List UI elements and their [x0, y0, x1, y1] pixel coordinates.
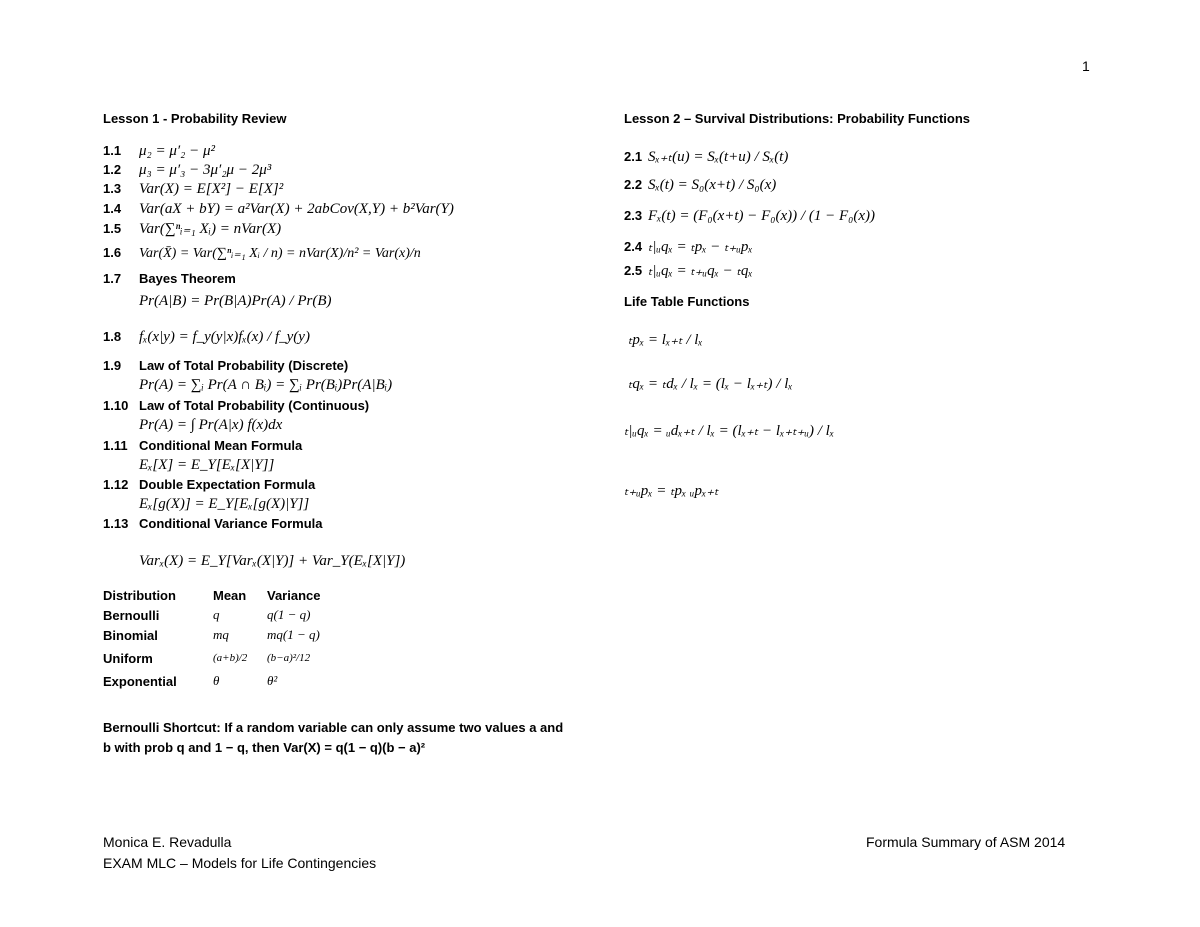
- table-cell: Bernoulli: [103, 607, 160, 623]
- formula-1-2: [103, 161, 271, 179]
- lesson-1-heading: Lesson 1 - Probability Review: [103, 111, 287, 126]
- formula-1-1: [103, 142, 215, 160]
- formula-1-8: [103, 328, 310, 346]
- footer-summary: Formula Summary of ASM 2014: [866, 834, 1066, 850]
- lesson-2-heading: Lesson 2 – Survival Distributions: Probability Functions: [624, 111, 971, 126]
- formula-label: Conditional Variance Formula: [139, 516, 323, 531]
- formula-text: Pr(A) = ∑ᵢ Pr(A ∩ Bᵢ) = ∑ᵢ Pr(Bᵢ)Pr(A|Bᵢ): [139, 377, 393, 393]
- formula-text: Pr(A) = ∫ Pr(A|x) f(x)dx: [139, 417, 283, 433]
- bernoulli-shortcut-line-2: b with prob q and 1 − q, then Var(X) = q(1 − q)(b − a)²: [103, 740, 426, 755]
- table-row: [103, 671, 321, 691]
- footer-author: Monica E. Revadulla: [103, 834, 232, 850]
- formula-1-11-eq: [103, 456, 274, 474]
- formula-2-4: [624, 237, 753, 256]
- formula-2-3: [624, 207, 875, 225]
- formula-number: 2.2: [624, 177, 643, 192]
- table-row: [103, 645, 321, 671]
- formula-number: 1.4: [103, 201, 122, 216]
- formula-number: 1.2: [103, 162, 122, 177]
- formula-number: 1.6: [103, 245, 122, 260]
- formula-1-5: [103, 219, 281, 238]
- table-cell: q(1 − q): [267, 607, 311, 622]
- formula-text: Eₓ[X] = E_Y[Eₓ[X|Y]]: [139, 457, 275, 473]
- formula-number: 1.8: [103, 329, 122, 344]
- bernoulli-shortcut-line-1: Bernoulli Shortcut: If a random variable can only assume two values a and: [103, 720, 564, 735]
- table-header: Distribution: [103, 587, 176, 603]
- formula-number: 1.3: [103, 181, 122, 196]
- table-row: [103, 605, 321, 625]
- formula-number: 1.11: [103, 438, 128, 453]
- formula-label: Law of Total Probability (Continuous): [139, 398, 370, 413]
- formula-1-13: [103, 515, 322, 533]
- formula-2-2: [624, 176, 776, 194]
- formula-text: Eₓ[g(X)] = E_Y[Eₓ[g(X)|Y]]: [139, 496, 310, 512]
- formula-1-6: [103, 244, 421, 262]
- life-formula-deferred-qx: ₜ|ᵤqₓ = ᵤdₓ₊ₜ / lₓ = (lₓ₊ₜ − lₓ₊ₜ₊ᵤ) / lₓ: [624, 423, 835, 439]
- formula-text: Sₓ(t) = S₀(x+t) / S₀(x): [648, 177, 777, 193]
- footer-exam: EXAM MLC – Models for Life Contingencies: [103, 855, 377, 871]
- table-cell: Exponential: [103, 673, 177, 689]
- conditional-variance-formula: Varₓ(X) = E_Y[Varₓ(X|Y)] + Var_Y(Eₓ[X|Y]): [139, 553, 406, 569]
- formula-number: 1.9: [103, 358, 122, 373]
- table-cell: (b−a)²/12: [267, 652, 311, 664]
- life-table-heading: Life Table Functions: [624, 294, 750, 309]
- table-cell: Uniform: [103, 650, 153, 666]
- formula-text: Fₓ(t) = (F₀(x+t) − F₀(x)) / (1 − F₀(x)): [648, 208, 875, 224]
- formula-1-11: [103, 437, 302, 455]
- distribution-table: [103, 585, 321, 691]
- formula-number: 1.5: [103, 221, 122, 236]
- formula-text: Var(aX + bY) = a²Var(X) + 2abCov(X,Y) + b²Var(Y): [139, 201, 454, 217]
- table-header: Variance: [267, 587, 321, 603]
- formula-text: Sₓ₊ₜ(u) = Sₓ(t+u) / Sₓ(t): [648, 149, 789, 165]
- formula-text: Var(∑ⁿᵢ₌₁ Xᵢ) = nVar(X): [139, 221, 282, 237]
- table-cell: θ²: [267, 673, 278, 688]
- formula-1-3: [103, 180, 283, 198]
- formula-1-9: [103, 357, 348, 375]
- formula-text: μ₂ = μ′₂ − μ²: [139, 143, 216, 159]
- table-cell: mq(1 − q): [267, 627, 320, 642]
- formula-label: Conditional Mean Formula: [139, 438, 303, 453]
- formula-1-7: [103, 270, 236, 288]
- formula-number: 2.4: [624, 239, 643, 254]
- formula-1-10-eq: [103, 416, 282, 434]
- formula-label: Bayes Theorem: [139, 271, 236, 286]
- formula-text: fₓ(x|y) = f_y(y|x)fₓ(x) / f_y(y): [139, 329, 310, 345]
- formula-number: 1.7: [103, 271, 122, 286]
- formula-label: Law of Total Probability (Discrete): [139, 358, 349, 373]
- formula-text: Pr(A|B) = Pr(B|A)Pr(A) / Pr(B): [139, 293, 332, 309]
- formula-1-10: [103, 397, 369, 415]
- formula-1-7-bayes: [103, 292, 331, 310]
- formula-number: 2.1: [624, 149, 643, 164]
- formula-text: ₜ|ᵤqₓ = ₜpₓ − ₜ₊ᵤpₓ: [648, 239, 753, 255]
- formula-1-12: [103, 476, 315, 494]
- formula-number: 1.10: [103, 398, 129, 413]
- life-formula-tpx: ₜpₓ = lₓ₊ₜ / lₓ: [628, 332, 703, 348]
- life-formula-tqx: ₜqₓ = ₜdₓ / lₓ = (lₓ − lₓ₊ₜ) / lₓ: [628, 376, 793, 392]
- table-header: Mean: [213, 587, 247, 603]
- table-header-row: [103, 585, 321, 605]
- table-cell: q: [213, 607, 220, 622]
- formula-text: Var(X̄) = Var(∑ⁿᵢ₌₁ Xᵢ / n) = nVar(X)/n² = Var(x)/n: [139, 246, 421, 261]
- formula-number: 2.5: [624, 263, 643, 278]
- table-cell: θ: [213, 673, 220, 688]
- formula-1-4: [103, 200, 454, 218]
- table-row: [103, 625, 321, 645]
- formula-2-1: [624, 147, 788, 166]
- life-formula-tupx: ₜ₊ᵤpₓ = ₜpₓ ᵤpₓ₊ₜ: [624, 483, 719, 499]
- formula-number: 2.3: [624, 208, 643, 223]
- table-cell: (a+b)/2: [213, 652, 248, 664]
- formula-text: Var(X) = E[X²] − E[X]²: [139, 181, 284, 197]
- formula-1-9-eq: [103, 376, 392, 394]
- formula-number: 1.12: [103, 477, 129, 492]
- formula-2-5: [624, 261, 753, 280]
- formula-1-12-eq: [103, 495, 309, 513]
- formula-number: 1.13: [103, 516, 129, 531]
- formula-text: μ₃ = μ′₃ − 3μ′₂μ − 2μ³: [139, 162, 272, 178]
- formula-text: ₜ|ᵤqₓ = ₜ₊ᵤqₓ − ₜqₓ: [648, 263, 753, 279]
- page-number: 1: [1082, 58, 1090, 74]
- table-cell: Binomial: [103, 627, 158, 643]
- formula-number: 1.1: [103, 143, 122, 158]
- formula-label: Double Expectation Formula: [139, 477, 316, 492]
- table-cell: mq: [213, 627, 229, 642]
